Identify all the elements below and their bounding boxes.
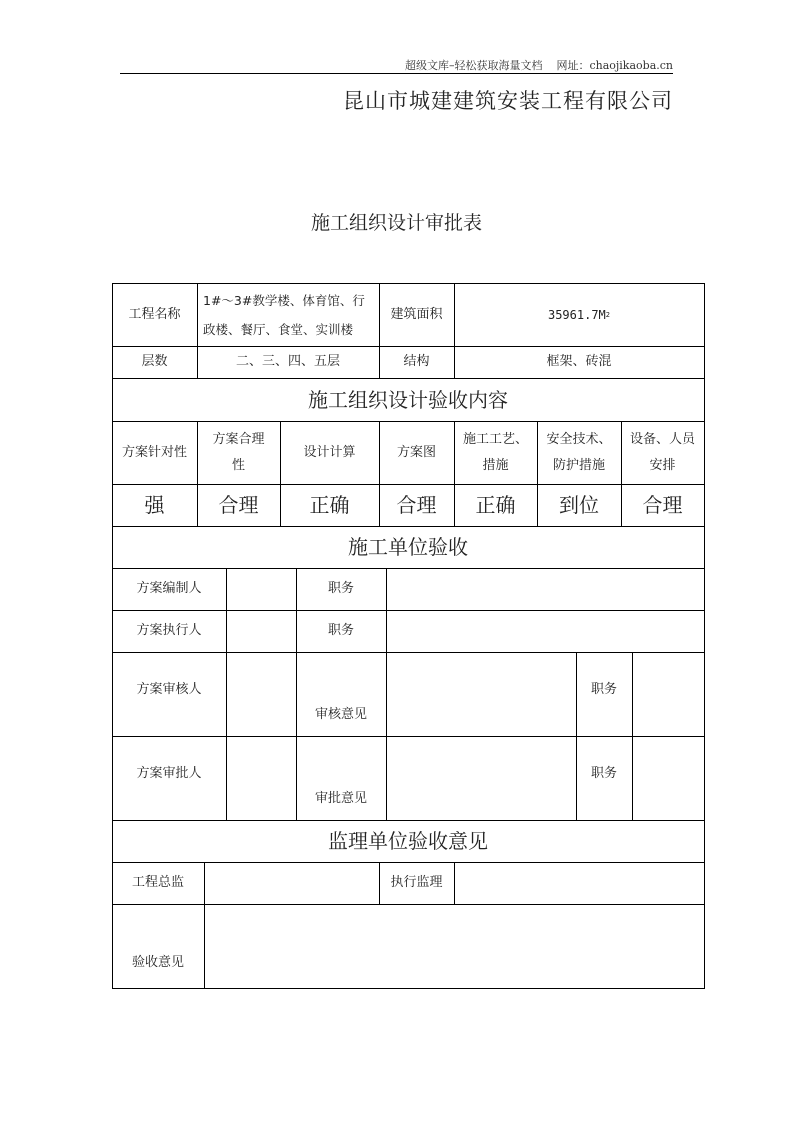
column-value: 正确 xyxy=(475,493,516,517)
approver-name-field[interactable] xyxy=(226,736,296,820)
executor-duty-label: 职务 xyxy=(327,623,354,638)
design-acceptance-title: 施工组织设计验收内容 xyxy=(308,387,508,412)
compiler-label: 方案编制人 xyxy=(136,581,202,596)
project-name-label: 工程名称 xyxy=(128,306,181,322)
table-border xyxy=(112,988,705,989)
floors-value: 二、三、四、五层 xyxy=(235,354,340,369)
column-header: 方案针对性 xyxy=(122,444,188,460)
column-header: 设备、人员安排 xyxy=(629,431,695,473)
watermark xyxy=(405,57,673,73)
document-title: 施工组织设计审批表 xyxy=(310,212,482,234)
approver-label: 方案审批人 xyxy=(136,766,202,781)
supervision-acceptance-title: 监理单位验收意见 xyxy=(328,829,488,853)
column-value: 正确 xyxy=(309,493,350,517)
structure-label: 结构 xyxy=(403,354,430,369)
area-number: 35961.7M xyxy=(547,307,606,322)
column-header: 方案图 xyxy=(396,444,436,460)
column-header: 方案合理性 xyxy=(212,431,265,473)
executive-supervisor-field[interactable] xyxy=(454,862,704,904)
executor-duty-field[interactable] xyxy=(386,610,704,652)
chief-supervisor-label: 工程总监 xyxy=(131,875,184,890)
column-value: 合理 xyxy=(218,493,259,517)
header-divider xyxy=(120,73,673,74)
acceptance-opinion-field[interactable] xyxy=(204,904,704,988)
contractor-acceptance-title: 施工单位验收 xyxy=(348,535,468,559)
executive-supervisor-label: 执行监理 xyxy=(390,875,443,890)
company-name: 昆山市城建建筑安装工程有限公司 xyxy=(343,89,673,113)
review-opinion-label: 审核意见 xyxy=(314,707,367,722)
approval-opinion-field[interactable] xyxy=(386,736,576,820)
executor-name-field[interactable] xyxy=(226,610,296,652)
watermark-url: 网址：chaojikaoba.cn xyxy=(556,59,673,72)
area-label: 建筑面积 xyxy=(390,306,443,322)
column-header: 设计计算 xyxy=(303,444,356,460)
compiler-duty-label: 职务 xyxy=(327,581,354,596)
column-value: 强 xyxy=(144,493,165,517)
chief-supervisor-field[interactable] xyxy=(204,862,379,904)
approval-opinion-label: 审批意见 xyxy=(314,791,367,806)
column-value: 合理 xyxy=(642,493,683,517)
compiler-duty-field[interactable] xyxy=(386,568,704,610)
review-opinion-field[interactable] xyxy=(386,652,576,736)
column-header: 施工工艺、措施 xyxy=(462,431,528,473)
structure-value: 框架、砖混 xyxy=(546,354,612,369)
project-name-value: 1#～3#教学楼、体育馆、行政楼、餐厅、食堂、实训楼 xyxy=(203,292,365,337)
acceptance-opinion-label: 验收意见 xyxy=(131,955,184,970)
column-header: 安全技术、防护措施 xyxy=(546,431,612,473)
executor-label: 方案执行人 xyxy=(136,623,202,638)
reviewer-label: 方案审核人 xyxy=(136,682,202,697)
reviewer-duty-label: 职务 xyxy=(590,682,617,697)
area-value: 35961.7M 2 xyxy=(454,283,704,346)
table-border xyxy=(704,283,705,988)
floors-label: 层数 xyxy=(141,354,168,369)
approver-duty-field[interactable] xyxy=(632,736,704,820)
reviewer-name-field[interactable] xyxy=(226,652,296,736)
approver-duty-label: 职务 xyxy=(590,766,617,781)
reviewer-duty-field[interactable] xyxy=(632,652,704,736)
column-value: 到位 xyxy=(559,493,599,517)
watermark-site: 超级文库–轻松获取海量文档 xyxy=(404,59,543,72)
column-value: 合理 xyxy=(396,493,437,517)
compiler-name-field[interactable] xyxy=(226,568,296,610)
